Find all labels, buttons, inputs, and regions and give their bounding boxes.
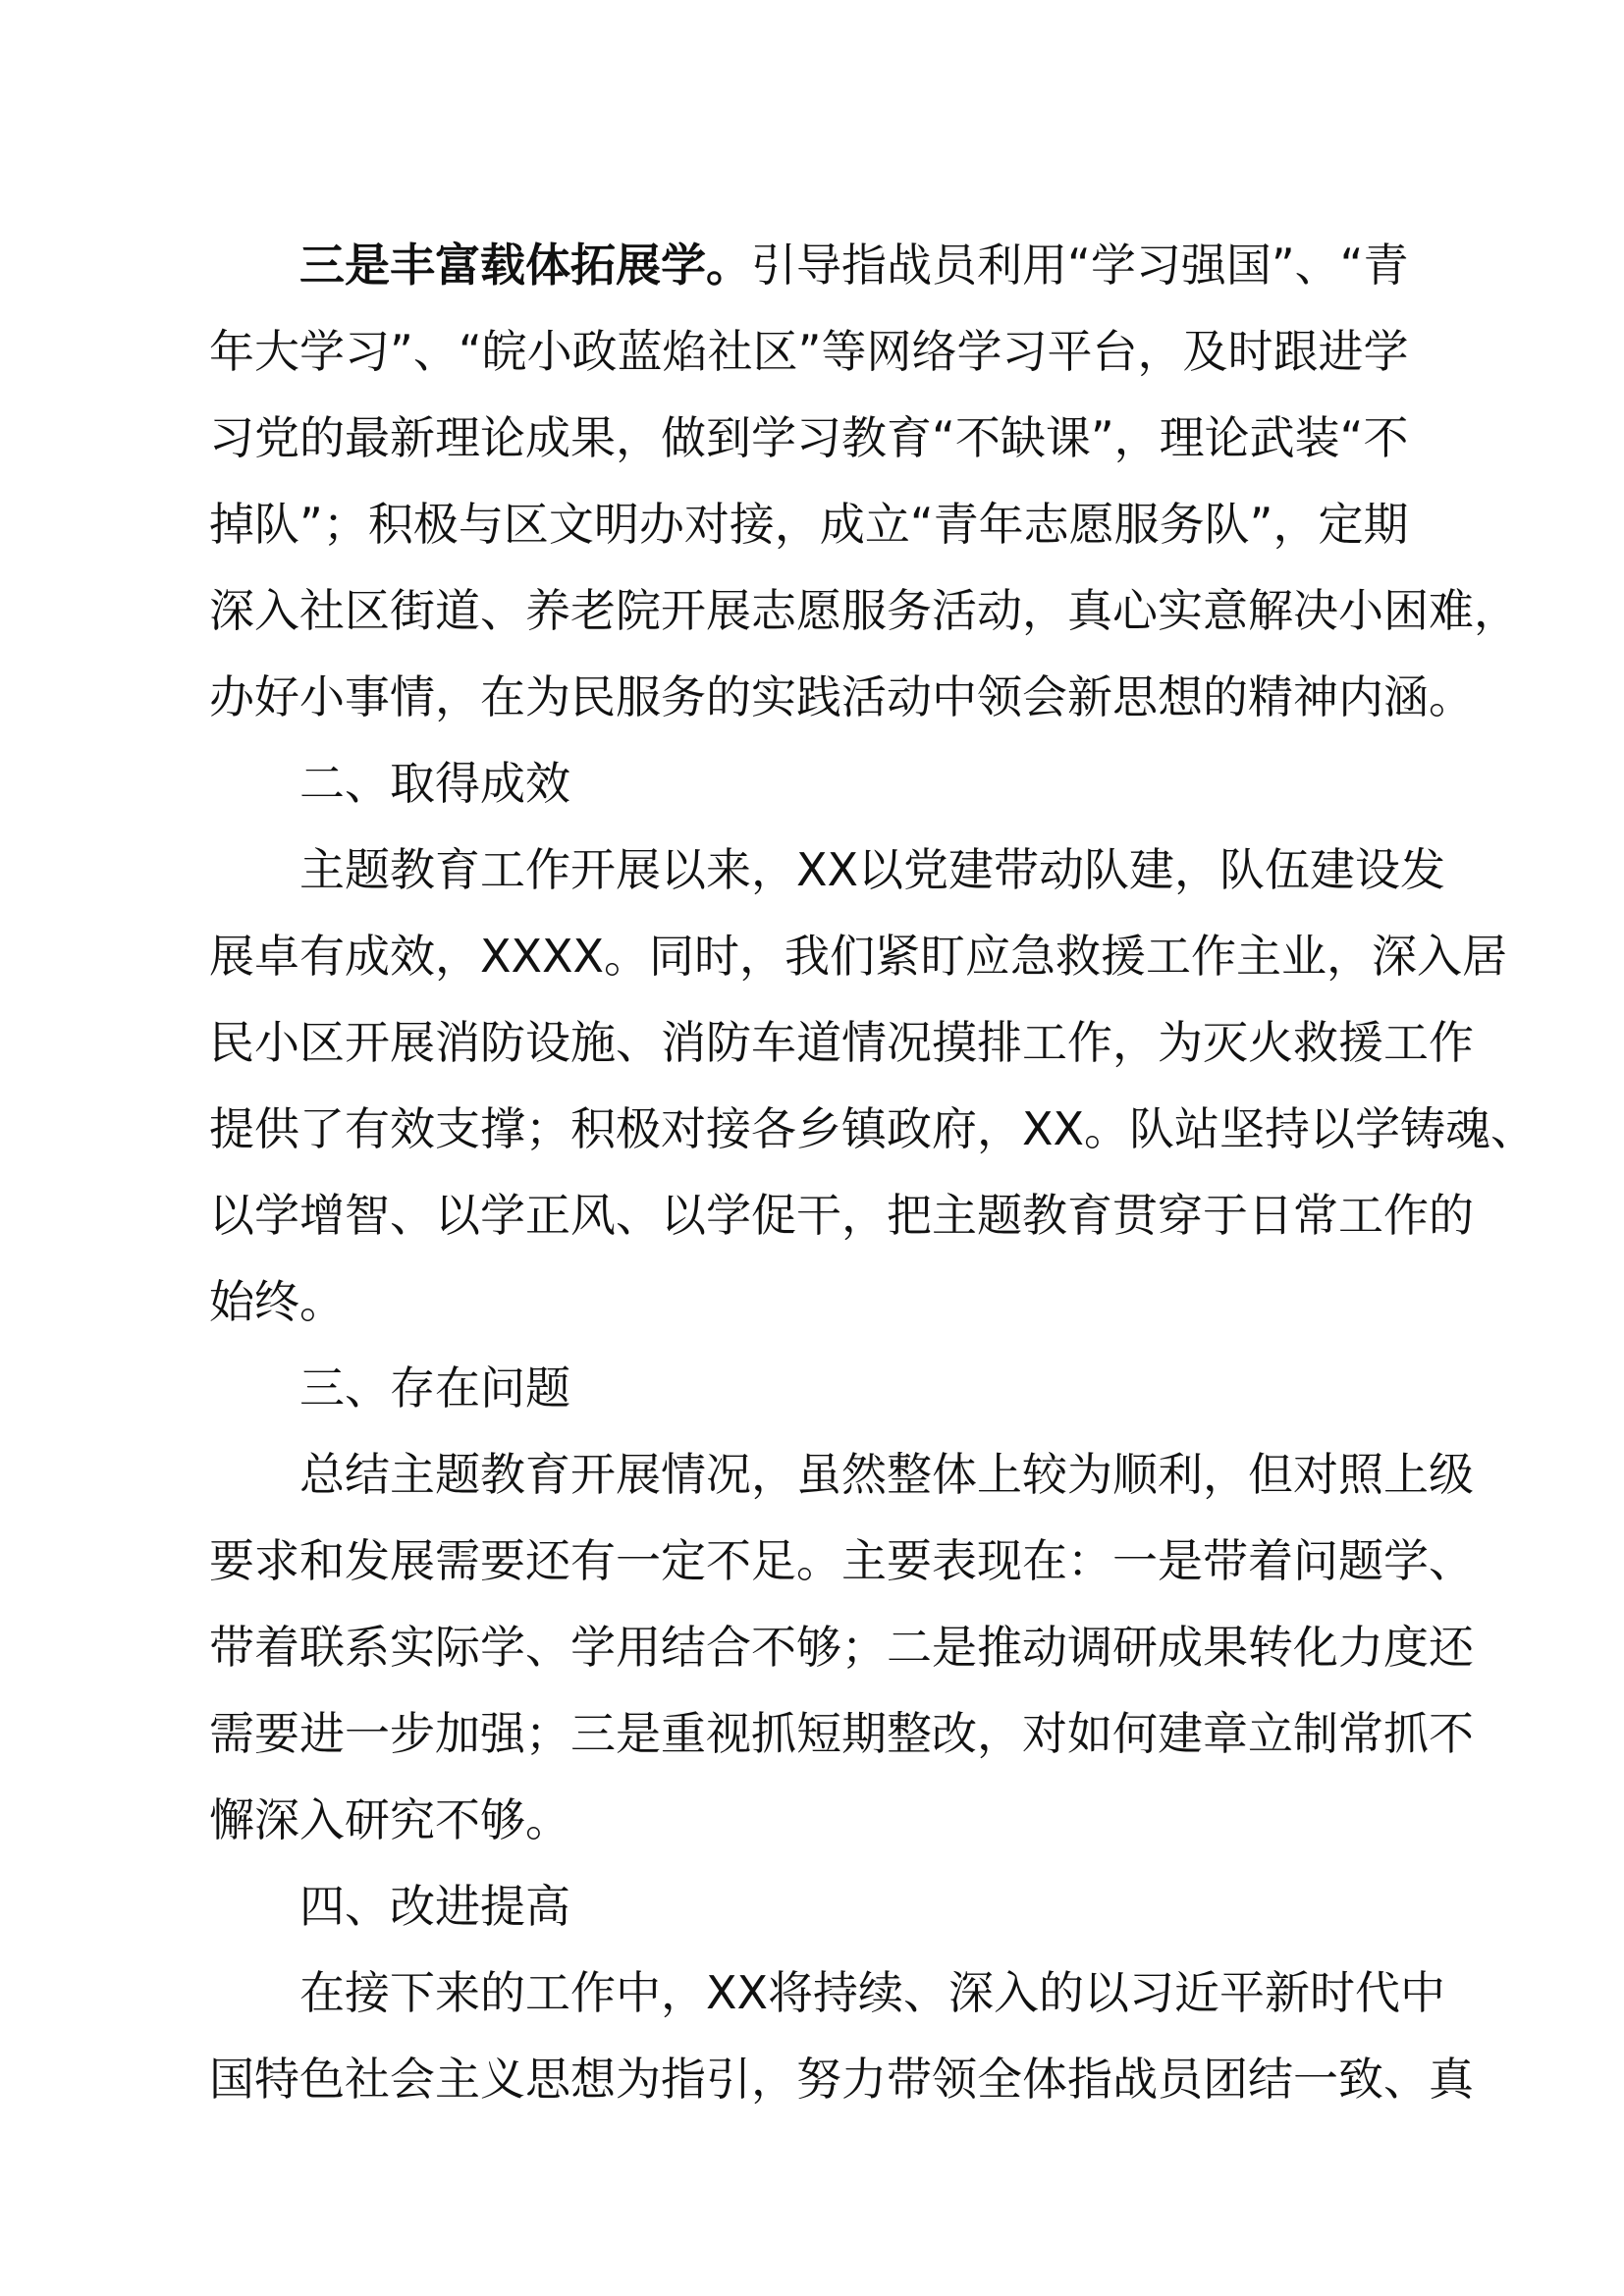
text-line: 要求和发展需要还有一定不足。主要表现在：一是带着问题学、 [209,1534,1474,1587]
text-line: 掉队”；积极与区文明办对接，成立“青年志愿服务队”，定期 [209,498,1409,551]
text-line: 以学增智、以学正风、以学促干，把主题教育贯穿于日常工作的 [209,1189,1474,1242]
text-line: 主题教育工作开展以来，XX以党建带动队建，队伍建设发 [299,843,1446,896]
text-line: 年大学习”、“皖小政蓝焰社区”等网络学习平台，及时跟进学 [209,325,1409,378]
text-run: 引导指战员利用“学习强国”、“青 [751,239,1409,292]
text-line: 需要进一步加强；三是重视抓短期整改，对如何建章立制常抓不 [209,1707,1474,1760]
text-line: 总结主题教育开展情况，虽然整体上较为顺利，但对照上级 [299,1448,1474,1501]
text-line: 展卓有成效，XXXX。同时，我们紧盯应急救援工作主业，深入居 [209,930,1508,983]
paragraph-problems [209,1431,1474,1863]
text-line: 办好小事情，在为民服务的实践活动中领会新思想的精神内涵。 [209,670,1474,723]
text-line: 民小区开展消防设施、消防车道情况摸排工作，为灭火救援工作 [209,1016,1474,1069]
document-page [209,222,1537,2122]
paragraph-carrier-expansion [209,222,1519,740]
text-line: 习党的最新理论成果，做到学习教育“不缺课”，理论武装“不 [209,411,1409,464]
text-line [209,222,1427,308]
text-line: 带着联系实际学、学用结合不够；二是推动调研成果转化力度还 [209,1621,1474,1674]
section-heading-problems: 三、存在问题 [299,1362,570,1415]
text-line: 国特色社会主义思想为指引，努力带领全体指战员团结一致、真 [209,2053,1474,2106]
text-line: 提供了有效支撑；积极对接各乡镇政府，XX。队站坚持以学铸魂、 [209,1102,1537,1155]
text-line: 始终。 [209,1275,345,1328]
section-heading-improvement: 四、改进提高 [299,1880,570,1933]
section-heading-results: 二、取得成效 [299,757,570,810]
text-line: 懈深入研究不够。 [209,1793,570,1846]
paragraph-results [209,827,1537,1345]
text-line: 深入社区街道、养老院开展志愿服务活动，真心实意解决小困难， [209,584,1519,637]
paragraph-improvement [209,1949,1474,2122]
text-line: 在接下来的工作中，XX将持续、深入的以习近平新时代中 [299,1966,1446,2019]
bold-lead-phrase: 三是丰富载体拓展学。 [299,239,751,292]
